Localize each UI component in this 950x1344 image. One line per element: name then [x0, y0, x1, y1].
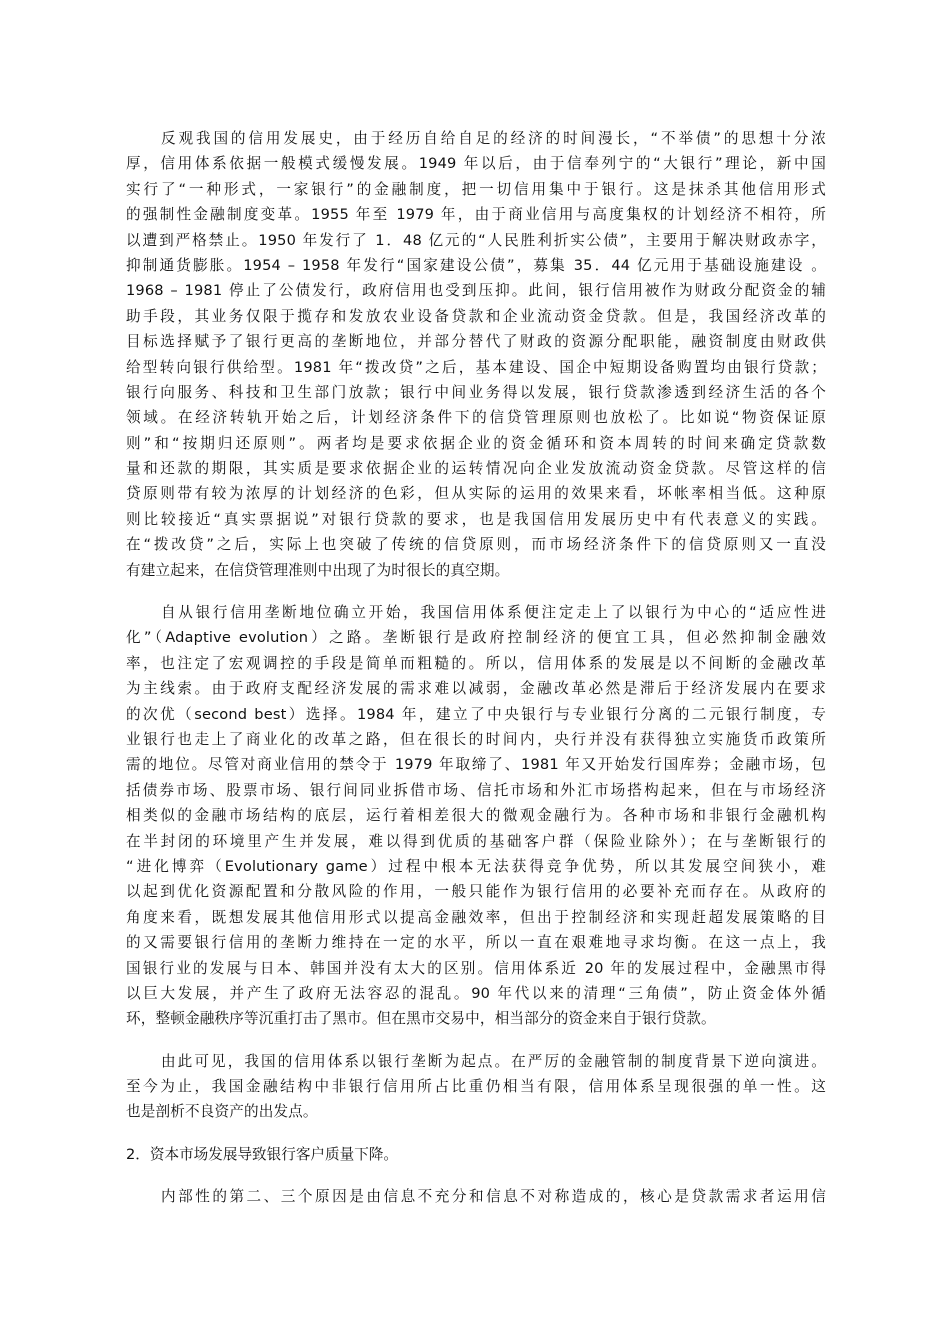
paragraph-line: 以起到优化资源配置和分散风险的作用，一般只能作为银行信用的必要补充而存在。从政府的	[126, 883, 826, 901]
paragraph-line: 由此可见，我国的信用体系以银行垄断为起点。在严厉的金融管制的制度背景下逆向演进。	[161, 1052, 826, 1070]
paragraph-credit-history	[126, 126, 826, 583]
paragraph-spacer	[126, 1125, 826, 1142]
paragraph-line: 1968 – 1981 停止了公债发行，政府信用也受到压抑。此间，银行信用被作为财政分配资金的辅	[126, 282, 826, 300]
paragraph-line: 以遭到严格禁止。1950 年发行了 1．48 亿元的“人民胜利折实公债”，主要用于解决财政赤字，	[126, 231, 826, 249]
paragraph-line: 也是剖析不良资产的出发点。	[126, 1103, 318, 1121]
paragraph-line: “进化博弈（Evolutionary game）过程中根本无法获得竞争优势，所以其发展空间狭小，难	[126, 857, 826, 875]
paragraph-line: 括债券市场、股票市场、银行间同业拆借市场、信托市场和外汇市场搭构起来，但在与市场经济	[126, 781, 826, 799]
paragraph-line: 环，整顿金融秩序等沉重打击了黑市。但在黑市交易中，相当部分的资金来自于银行贷款。	[126, 1010, 716, 1028]
paragraph-line: 助手段，其业务仅限于揽存和发放农业设备贷款和企业流动资金贷款。但是，我国经济改革的	[126, 307, 826, 325]
paragraph-line: 相类似的金融市场结构的底层，运行着相差很大的微观金融行为。各种市场和非银行金融机构	[126, 807, 826, 825]
paragraph-line: 为主线索。由于政府支配经济发展的需求难以减弱，金融改革必然是滞后于经济发展内在要求	[126, 680, 826, 698]
paragraph-adaptive-evolution	[126, 600, 826, 1032]
paragraph-line: 量和还款的期限，其实质是要求依据企业的运转情况向企业发放流动资金贷款。尽管这样的信	[126, 460, 826, 478]
paragraph-line: 的次优（second best）选择。1984 年，建立了中央银行与专业银行分离的二元银行制度，专	[126, 705, 826, 723]
paragraph-line: 目标选择赋予了银行更高的垄断地位，并部分替代了财政的资源分配职能，融资制度由财政供	[126, 333, 826, 351]
paragraph-line: 贷原则带有较为浓厚的计划经济的色彩，但从实际的运用的效果来看，坏帐率相当低。这种原	[126, 485, 826, 503]
paragraph-line: 自从银行信用垄断地位确立开始，我国信用体系便注定走上了以银行为中心的“适应性进	[161, 604, 826, 622]
paragraph-internal-causes	[126, 1184, 826, 1209]
paragraph-line: 国银行业的发展与日本、韩国并没有太大的区别。信用体系近 20 年的发展过程中，金融黑市得	[126, 959, 826, 977]
paragraph-line: 化”（Adaptive evolution）之路。垄断银行是政府控制经济的便宜工具，但必然抑制金融效	[126, 629, 826, 647]
paragraph-line: 反观我国的信用发展史，由于经历自给自足的经济的时间漫长，“不举债”的思想十分浓	[161, 130, 826, 147]
paragraph-line: 领域。在经济转轨开始之后，计划经济条件下的信贷管理原则也放松了。比如说“物资保证原	[126, 409, 826, 427]
paragraph-line: 角度来看，既想发展其他信用形式以提高金融效率，但出于控制经济和实现赶超发展策略的目	[126, 908, 826, 926]
paragraph-line: 有建立起来，在信贷管理准则中出现了为时很长的真空期。	[126, 561, 510, 579]
paragraph-spacer	[126, 583, 826, 600]
paragraph-line: 需的地位。尽管对商业信用的禁令于 1979 年取缔了、1981 年又开始发行国库券；金融市场，包	[126, 756, 826, 774]
paragraph-line: 以巨大发展，并产生了政府无法容忍的混乱。90 年代以来的清理“三角债”，防止资金体外循	[126, 984, 826, 1002]
paragraph-line: 的强制性金融制度变革。1955 年至 1979 年，由于商业信用与高度集权的计划经济不相符，所	[126, 206, 826, 224]
paragraph-spacer	[126, 1167, 826, 1184]
paragraph-line: 则比较接近“真实票据说”对银行贷款的要求，也是我国信用发展历史中有代表意义的实践。	[126, 510, 826, 528]
paragraph-line: 内部性的第二、三个原因是由信息不充分和信息不对称造成的，核心是贷款需求者运用信	[161, 1188, 826, 1206]
paragraph-line: 银行向服务、科技和卫生部门放款；银行中间业务得以发展，银行贷款渗透到经济生活的各个	[126, 383, 826, 401]
paragraph-line: 的又需要银行信用的垄断力维持在一定的水平，所以一直在艰难地寻求均衡。在这一点上，我	[126, 934, 826, 952]
paragraph-line: 在半封闭的环境里产生并发展，难以得到优质的基础客户群（保险业除外）；在与垄断银行的	[126, 832, 826, 850]
paragraph-line: 则”和“按期归还原则”。两者均是要求依据企业的资金循环和资本周转的时间来确定贷款数	[126, 434, 826, 452]
document-page	[126, 126, 826, 1210]
paragraph-line: 在“拨改贷”之后，实际上也突破了传统的信贷原则，而市场经济条件下的信贷原则又一直没	[126, 536, 826, 554]
paragraph-conclusion	[126, 1049, 826, 1125]
paragraph-line: 给型转向银行供给型。1981 年“拨改贷”之后，基本建设、国企中短期设备购置均由银行贷款；	[126, 358, 826, 376]
paragraph-line: 实行了“一种形式，一家银行”的金融制度，把一切信用集中于银行。这是抹杀其他信用形式	[126, 180, 826, 198]
paragraph-spacer	[126, 1032, 826, 1049]
section-heading: 2．资本市场发展导致银行客户质量下降。	[126, 1145, 398, 1163]
paragraph-line: 厚，信用体系依据一般模式缓慢发展。1949 年以后，由于信奉列宁的“大银行”理论，新中国	[126, 155, 826, 173]
paragraph-line: 抑制通货膨胀。1954 – 1958 年发行“国家建设公债”，募集 35．44 亿元用于基础设施建设 。	[126, 256, 826, 274]
paragraph-line: 至今为止，我国金融结构中非银行信用所占比重仍相当有限，信用体系呈现很强的单一性。这	[126, 1078, 826, 1096]
paragraph-line: 业银行也走上了商业化的改革之路，但在很长的时间内，央行并没有获得独立实施货币政策所	[126, 730, 826, 748]
paragraph-line: 率，也注定了宏观调控的手段是简单而粗糙的。所以，信用体系的发展是以不间断的金融改革	[126, 654, 826, 672]
